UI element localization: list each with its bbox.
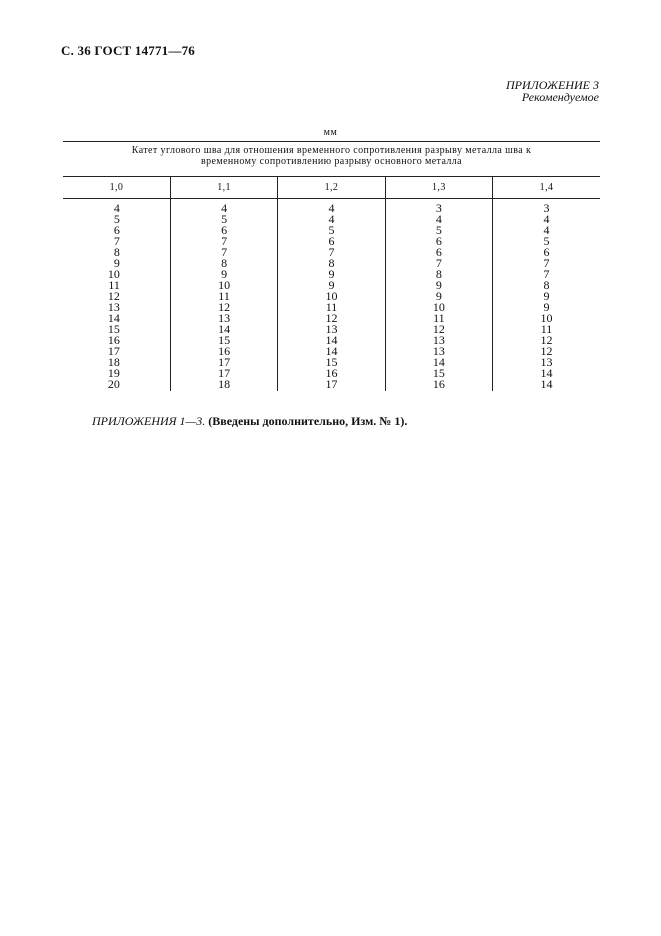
table-cell: 11 bbox=[278, 302, 385, 313]
table-cell: 8 bbox=[493, 280, 600, 291]
footer-text: (Введены дополнительно, Изм. № 1). bbox=[208, 414, 408, 428]
column-header: 1,3 bbox=[385, 177, 492, 199]
table-cell: 7 bbox=[113, 234, 120, 248]
table-cell: 5 bbox=[493, 236, 600, 247]
table-cell: 9 bbox=[493, 302, 600, 313]
column-header: 1,1 bbox=[170, 177, 277, 199]
table-cell: 13 bbox=[493, 357, 600, 368]
table-cell: 12 bbox=[493, 335, 600, 346]
table-cell: 13 bbox=[385, 346, 492, 357]
table-cell: 13 bbox=[170, 313, 277, 324]
table-cell: 20 bbox=[107, 377, 120, 391]
table-cell: 14 bbox=[385, 357, 492, 368]
table-cell: 4 bbox=[493, 214, 600, 225]
table-cell: 12 bbox=[278, 313, 385, 324]
table-cell: 10 bbox=[385, 302, 492, 313]
table-cell: 9 bbox=[170, 269, 277, 280]
column-header: 1,2 bbox=[278, 177, 385, 199]
table-cell: 7 bbox=[385, 258, 492, 269]
table-cell: 14 bbox=[170, 324, 277, 335]
table-cell: 17 bbox=[278, 379, 385, 391]
table-cell: 10 bbox=[278, 291, 385, 302]
table-caption: Катет углового шва для отношения временного сопротивления разрыву металла шва к временному сопротивлению разрыву основного металла bbox=[63, 142, 600, 177]
table-cell: 12 bbox=[107, 289, 120, 303]
table-cell: 15 bbox=[385, 368, 492, 379]
table-cell: 4 bbox=[278, 214, 385, 225]
table-cell: 16 bbox=[170, 346, 277, 357]
table-cell: 17 bbox=[170, 368, 277, 379]
table-cell: 10 bbox=[493, 313, 600, 324]
table-cell: 6 bbox=[278, 236, 385, 247]
table-cell: 4 bbox=[170, 199, 277, 215]
appendix-label: ПРИЛОЖЕНИЕ 3 bbox=[506, 78, 599, 92]
table-cell: 16 bbox=[385, 379, 492, 391]
table-cell: 5 bbox=[113, 212, 120, 226]
table-cell: 14 bbox=[278, 346, 385, 357]
table-cell: 9 bbox=[385, 280, 492, 291]
appendix-status: Рекомендуемое bbox=[521, 90, 599, 104]
table-cell: 14 bbox=[493, 368, 600, 379]
table-cell: 6 bbox=[493, 247, 600, 258]
unit-label: мм bbox=[323, 127, 338, 138]
table-cell: 7 bbox=[170, 247, 277, 258]
table-cell: 6 bbox=[385, 247, 492, 258]
table-cell: 16 bbox=[107, 333, 120, 347]
table-cell: 9 bbox=[493, 291, 600, 302]
table-row bbox=[63, 379, 600, 391]
table-cell: 12 bbox=[385, 324, 492, 335]
table-cell: 12 bbox=[170, 302, 277, 313]
table-body bbox=[63, 199, 600, 392]
table-cell: 15 bbox=[170, 335, 277, 346]
table-cell: 10 bbox=[107, 267, 120, 281]
table-cell: 10 bbox=[170, 280, 277, 291]
table-cell: 14 bbox=[278, 335, 385, 346]
table-cell: 8 bbox=[385, 269, 492, 280]
leg-size-table bbox=[63, 141, 600, 391]
table-cell: 12 bbox=[493, 346, 600, 357]
table-cell: 11 bbox=[108, 278, 120, 292]
table-cell: 13 bbox=[385, 335, 492, 346]
table-cell: 9 bbox=[278, 269, 385, 280]
table-cell: 7 bbox=[493, 269, 600, 280]
table-cell: 5 bbox=[385, 225, 492, 236]
table-cell: 6 bbox=[170, 225, 277, 236]
table-cell: 11 bbox=[493, 324, 600, 335]
table-cell: 7 bbox=[170, 236, 277, 247]
table-cell: 4 bbox=[278, 199, 385, 215]
table-cell: 8 bbox=[170, 258, 277, 269]
table-cell: 3 bbox=[385, 199, 492, 215]
table-cell: 18 bbox=[170, 379, 277, 391]
table-cell: 4 bbox=[385, 214, 492, 225]
table-cell: 4 bbox=[113, 201, 120, 215]
table-cell: 7 bbox=[278, 247, 385, 258]
table-cell: 16 bbox=[278, 368, 385, 379]
header-row bbox=[63, 177, 600, 199]
table-cell: 14 bbox=[107, 311, 120, 325]
table-cell: 8 bbox=[113, 245, 120, 259]
table-cell: 9 bbox=[113, 256, 120, 270]
page-header: С. 36 ГОСТ 14771—76 bbox=[61, 43, 195, 58]
table-cell: 7 bbox=[493, 258, 600, 269]
table-cell: 15 bbox=[107, 322, 120, 336]
table-cell: 13 bbox=[278, 324, 385, 335]
table-cell: 11 bbox=[170, 291, 277, 302]
footer-label: ПРИЛОЖЕНИЯ 1—3. bbox=[92, 414, 206, 428]
table-cell: 4 bbox=[493, 225, 600, 236]
table-cell: 9 bbox=[385, 291, 492, 302]
table-cell: 15 bbox=[278, 357, 385, 368]
table-cell: 8 bbox=[278, 258, 385, 269]
table-cell: 13 bbox=[107, 300, 120, 314]
table-cell: 5 bbox=[170, 214, 277, 225]
appendix-block bbox=[506, 79, 599, 103]
table-cell: 11 bbox=[385, 313, 492, 324]
table-cell: 14 bbox=[493, 379, 600, 391]
table-cell: 6 bbox=[113, 223, 120, 237]
table-cell: 6 bbox=[385, 236, 492, 247]
table-cell: 19 bbox=[107, 366, 120, 380]
column-header: 1,4 bbox=[493, 177, 600, 199]
table-cell: 17 bbox=[170, 357, 277, 368]
table-cell: 9 bbox=[278, 280, 385, 291]
table-cell: 18 bbox=[107, 355, 120, 369]
table-cell: 5 bbox=[278, 225, 385, 236]
table-cell: 17 bbox=[107, 344, 120, 358]
table-cell: 3 bbox=[493, 199, 600, 215]
footer-note bbox=[92, 414, 407, 429]
column-header: 1,0 bbox=[63, 177, 170, 199]
